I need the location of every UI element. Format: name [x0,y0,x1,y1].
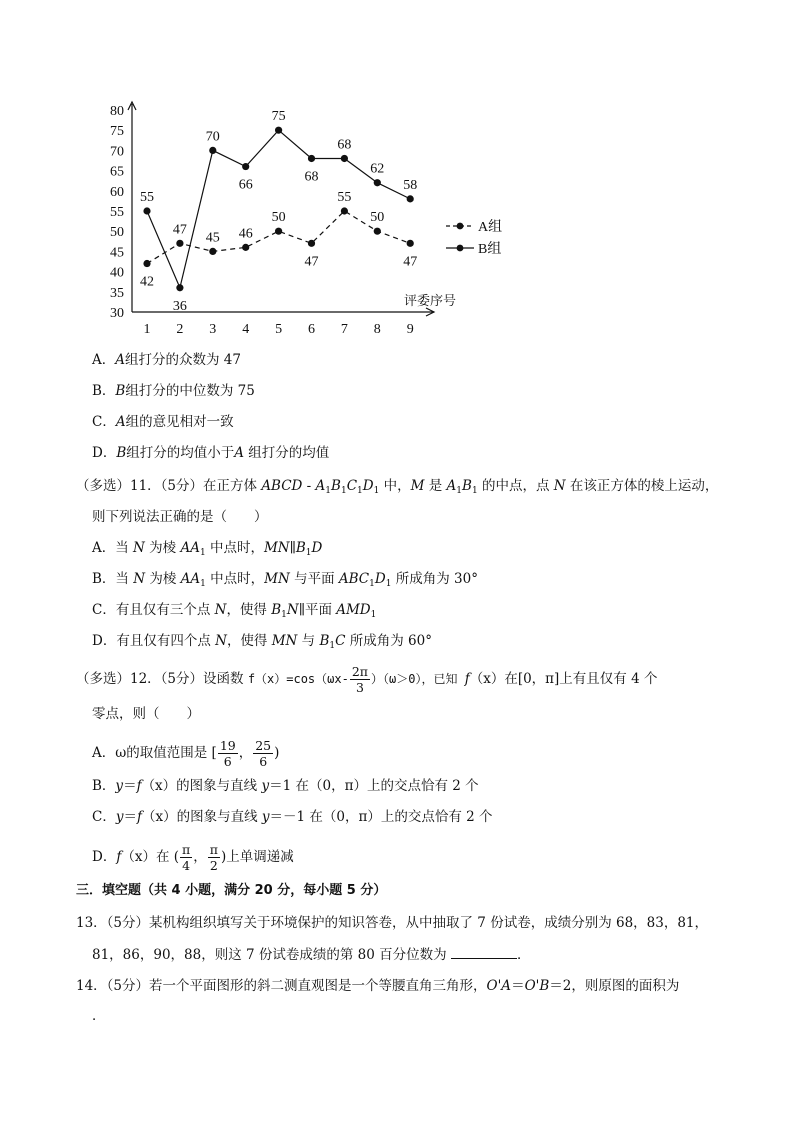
q10-option-a: A．A组打分的众数为 47 [92,352,241,368]
x-tick-label: 7 [340,322,348,337]
data-point [407,240,414,247]
y-tick-label: 70 [110,144,124,160]
q13-stem: 13．（5分）某机构组织填写关于环境保护的知识答卷，从中抽取了 7 份试卷，成绩分别为 68，83，81， [76,915,709,931]
y-tick-label: 30 [110,306,124,321]
score-line-chart [96,96,516,346]
x-tick-label: 1 [143,322,151,337]
x-tick-label: 4 [242,322,250,337]
data-label: 70 [205,129,220,145]
legend-marker [457,245,464,252]
data-point [407,195,414,202]
data-point [308,155,315,162]
chart-legend [446,219,502,257]
data-point [242,163,249,170]
data-label: 46 [238,226,253,242]
q11-stem: （多选）11．（5分）在正方体 ABCD - $A_1B_1C_1D_1$ 中，M 是 $A_1B_1$ 的中点，点 N 在该正方体的棱上运动， [76,478,719,496]
x-tick-label: 2 [176,322,184,337]
q10-option-b: B．B组打分的中位数为 75 [92,383,255,399]
data-label: 47 [403,254,418,270]
y-tick-label: 55 [110,205,124,220]
chart-axes [128,102,434,316]
data-label: 36 [172,298,187,314]
q12-option-b: B．y＝f（x）的图象与直线 y＝1 在（0，π）上的交点恰有 2 个 [92,778,479,794]
data-point [341,155,348,162]
data-label: 66 [238,177,253,193]
q11-option-d: D．有且仅有四个点 N，使得 MN 与 $B_1C$ 所成角为 60° [92,633,432,651]
section-heading: 三．填空题（共 4 小题，满分 20 分，每小题 5 分） [76,883,387,898]
data-point [143,260,150,267]
q14-stem-line2: ． [92,1008,106,1024]
q14-stem: 14．（5分）若一个平面图形的斜二测直观图是一个等腰直角三角形，O'A＝O'B＝2，则原图的面积为 [76,978,680,994]
q11-stem-line2: 则下列说法正确的是（ ） [92,509,268,525]
data-point [275,127,282,134]
q12-option-c: C．y＝f（x）的图象与直线 y＝－1 在（0，π）上的交点恰有 2 个 [92,809,493,825]
data-label: 42 [140,274,154,290]
y-tick-label: 80 [110,104,124,119]
y-tick-label: 40 [110,265,124,281]
data-label: 62 [370,161,385,177]
q13-stem-line2: 81，86，90，88，则这 7 份试卷成绩的第 80 百分位数为 ． [92,944,530,965]
data-label: 68 [304,169,319,185]
data-label: 45 [205,230,220,246]
data-point [242,244,249,251]
data-point [209,248,216,255]
q12-stem: （多选）12．（5分）设函数 f（x）=cos（ωx- $\frac{2\pi}{3}$ ）（ω＞0），已知 f（x）在[0，π]上有且仅有 4 个 [76,664,658,695]
q10-option-d: D．B组打分的均值小于A 组打分的均值 [92,445,330,461]
legend-label: A组 [478,220,503,235]
series-line [147,130,410,288]
answer-blank [451,944,517,959]
q12-option-d: D．f（x）在 ( $\frac{\pi}{4}$ ， $\frac{\pi}{2}$ )上单调递减 [92,842,294,873]
y-tick-label: 65 [110,164,124,180]
data-label: 75 [271,109,286,125]
y-tick-label: 60 [110,184,124,200]
x-tick-label: 8 [373,322,381,337]
data-point [374,228,381,235]
data-label: 68 [337,137,352,153]
q11-option-b: B．当 N 为棱 $AA_1$ 中点时，MN 与平面 $ABC_1D_1$ 所成角为 30° [92,571,478,589]
y-tick-label: 35 [110,285,124,301]
data-point [209,147,216,154]
legend-marker [457,223,464,230]
data-label: 50 [271,210,286,226]
x-tick-labels [144,322,414,337]
x-tick-label: 9 [406,322,414,337]
legend-label: B组 [478,242,502,257]
data-label: 50 [370,210,385,226]
x-axis-label: 评委序号 [404,293,457,308]
y-tick-label: 50 [110,225,124,241]
x-tick-label: 6 [308,322,315,337]
data-point [341,207,348,214]
q12-stem-line2: 零点，则（ ） [92,706,200,722]
q12-option-a: A．ω的取值范围是 [ $\frac{19}{6}$ ， $\frac{25}{6}$ ) [92,738,280,769]
data-label: 55 [337,190,352,205]
data-point [176,240,183,247]
y-tick-label: 75 [110,124,124,140]
data-label: 55 [140,190,154,205]
y-tick-label: 45 [110,245,124,261]
data-point [143,207,150,214]
q10-option-c: C．A组的意见相对一致 [92,414,234,430]
data-label: 47 [172,222,187,238]
x-tick-label: 3 [209,322,217,337]
data-point [275,228,282,235]
series-a [140,190,417,290]
x-tick-label: 5 [275,322,283,337]
data-point [308,240,315,247]
data-point [176,284,183,291]
data-point [374,179,381,186]
y-tick-labels [110,104,124,321]
q11-option-a: A．当 N 为棱 $AA_1$ 中点时，$MN\parallel B_1D$ [92,540,323,558]
q11-option-c: C．有且仅有三个点 N，使得 $B_1N\parallel$平面 $AMD_1$ [92,602,377,620]
data-label: 58 [403,177,418,193]
data-label: 47 [304,254,319,270]
